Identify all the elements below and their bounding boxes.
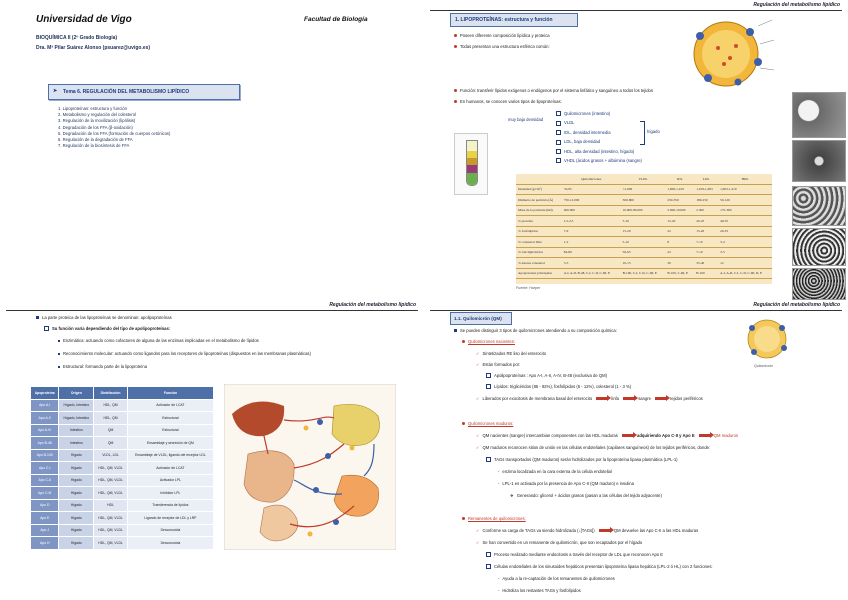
check-icon: ✓ [476,362,480,367]
table-cell: 35-40 [694,258,718,269]
table-cell: Ensamblaje y secreción de QM [127,437,213,450]
section-title: 1.1. Quilomicrón (QM) [454,315,502,321]
table-cell: Hígado [59,537,94,550]
list-item: 7. Regulación de la biosíntesis de FFA [58,143,130,149]
table-row [516,205,772,216]
checkbox-icon [486,564,491,569]
arrow-icon [596,397,608,400]
remnant-item-uptake: - Ayuda a la re-captación de los remanentes de quilomicrones [498,576,615,581]
dash-icon: - [498,576,500,581]
remnant-item-hepatic-lipase: Células endoteliales de los sinusoides hepáticos presentan lipoproteína lipasa hepática (LPL-2 ó HL) con 2 funciones: [486,564,713,569]
table-cell: 1,063-1,210 [718,184,772,195]
bullet-types: En humanos, se conocen varios tipos de lipoproteínas: [454,99,562,104]
table-cell: Estructural [127,412,213,425]
table-cell: Apo B-100 [31,449,59,462]
table-cell: Apo J [31,524,59,537]
dash-icon: - [498,481,500,486]
checkbox-icon [486,373,491,378]
table-row [516,258,772,269]
table-cell: 7-10 [694,237,718,248]
lipoprotein-type-list [556,111,642,163]
checkbox-icon [486,384,491,389]
table-cell: HDL, QM, VLDL [94,512,128,525]
table-cell: 300-800 [621,195,666,206]
table-row [516,216,772,227]
table-cell: Apo C-III [31,487,59,500]
list-item: 1. Lipoproteínas: estructura y función [58,106,127,111]
table-cell: HDL, QM [94,399,128,412]
table-cell: Masa de la partícula (kD) [516,205,562,216]
list-item: IDL, densidad intermedia [556,130,642,135]
chylomicron-label: Quilomicrón [754,364,774,368]
university-title: Universidad de Vigo [36,14,132,25]
micrograph-hdl [792,268,846,300]
section-title: 1. LIPOPROTEÍNAS: estructura y función [455,17,553,23]
check-icon: ✓ [476,351,480,356]
table-cell: Apoproteínas principales [516,268,562,279]
checkbox-icon [486,457,491,462]
arrow-icon [655,397,667,400]
table-row [31,399,214,412]
table-cell: Ligando de receptor de LDL y LRP [127,512,213,525]
remnant-item-hydrolysis: ✓ Conforme va carga de TAGs va siendo hidrolizada (↓[TAGs]) QM devuelve las Apo C-II a las HDL maduras [476,528,699,533]
slide-title [0,0,424,300]
dash-icon: - [498,469,500,474]
arrow-icon [699,434,711,437]
nascent-item-synthesis: ✓ Sintetizados RE liso del enterocito [476,351,547,356]
list-item: 6. Regulación de la degradación de FFA [58,137,133,143]
table-cell: 20-35 [718,226,772,237]
table-cell: 50-65 [621,247,666,258]
table-cell: 8 [665,237,694,248]
table-cell: 250-350 [665,195,694,206]
list-item: 5. Degradación de los FFA (formación de cuerpos cetónicos) [58,130,171,136]
table-cell: <0,95 [562,184,621,195]
list-item: VLDL [556,120,642,125]
table-cell: 10.000-80.000 [621,205,666,216]
micrograph-chylomicron [792,92,846,138]
remnant-item-converted: ✓ Se han convertido en un remanente de quilomicrón, que son recaptados por el hígado [476,540,643,545]
chylomicron-figure [734,314,800,364]
table-row [31,537,214,550]
table-cell: HDL, QM, VLDL [94,487,128,500]
table-cell: 7-9 [562,226,621,237]
table-cell: Hígado [59,462,94,475]
table-header-row: Quilomicrones VLDL IDL LDL HDL [516,174,772,184]
table-row [516,226,772,237]
micrograph-vldl [792,140,846,182]
table-row [516,195,772,206]
table-cell: 2.300 [694,205,718,216]
table-cell: Activador de LCAT [127,462,213,475]
mature-item-enzyme-location: - enzima localizada en la cara externa de la célula endotelial [498,469,612,474]
topic-arrow-icon: ➤ [53,88,58,94]
mature-item-products: ❖ Generando: glicerol + ácidos grasos (pasan a las células del tejido adyacente) [510,493,662,498]
table-cell: Activador LPL [127,474,213,487]
table-cell: Intestino [59,424,94,437]
table-cell: Transferencia de lípidos [127,499,213,512]
micrograph-idl [792,186,846,226]
header-divider [6,310,418,311]
table-row [516,184,772,195]
table-cell: Apo E [31,512,59,525]
mature-title: Quilomicrones maduros: [462,421,513,426]
nascent-sub-lipids: Lípidos: triglicéridos (85 - 92%), fosfolípidos (6 - 12%), colesterol (1 - 3 %) [486,384,631,389]
table-row [31,512,214,525]
micrograph-ldl [792,228,846,266]
table-cell: Hígado [59,487,94,500]
header-divider [430,10,842,11]
list-item: Quilomicrones (intestino) [556,111,642,116]
table-cell: 1,5-2,5 [562,216,621,227]
table-cell: Intestino [59,437,94,450]
slide-header: Regulación del metabolismo lipídico [753,302,840,308]
table-cell: 15-20 [694,226,718,237]
lipoprotein-transport-diagram [224,384,396,550]
bullet-icon [454,100,457,103]
arrow-icon [599,529,611,532]
table-row [31,424,214,437]
table-cell: 1,006-1,019 [665,184,694,195]
table-cell: 50-120 [718,195,772,206]
list-item: 4. Degradación de los FFA (β-oxidación) [58,124,133,130]
table-cell: Apo H [31,537,59,550]
bullet-composition: Poseen diferente composición lipídica y proteica [454,33,550,38]
topic-title-box [48,84,240,100]
table-cell: Estructural [127,424,213,437]
slide-chylomicron [424,300,848,600]
section-title-box [450,312,512,325]
nascent-item-formed: ✓ Están formados por: [476,362,521,367]
bullet-icon [454,45,457,48]
checkbox-icon [556,140,561,145]
table-cell: 400.000 [562,205,621,216]
table-cell: % colesterol libre [516,237,562,248]
table-row [516,237,772,248]
checkbox-icon [556,121,561,126]
table-row [31,412,214,425]
bullet-structure: Todas presentan una estructura esférica común: [454,44,550,49]
diamond-icon: ❖ [510,493,514,498]
table-row [31,437,214,450]
bullet-icon [462,422,465,425]
remnant-item-endocytosis: Proceso realizado mediante endocitosis a través del receptor de LDL que reconocen Apo E [486,552,663,557]
table-cell: B-100, C-III, E [665,268,694,279]
table-cell: QM [94,424,128,437]
table-cell: 180-250 [694,195,718,206]
bullet-icon [58,340,60,342]
lipoprotein-illustration [678,14,788,90]
table-cell: HDL, QM, VLDL [94,474,128,487]
check-icon: ✓ [476,540,480,545]
table-cell: Hígado, Intestino [59,412,94,425]
bullet-icon [462,340,465,343]
table-cell: 84-89 [562,247,621,258]
mature-item-tags: TAGs transportados (QM maduros) serán hidrolizados por la lipoproteína lipasa plasmática (LPL-1) [486,457,678,462]
table-row [31,474,214,487]
check-icon: ✓ [476,396,480,401]
table-cell: Apo A-IV [31,424,59,437]
bullet-icon [462,517,465,520]
table-cell: Ensamblaje de VLDL; ligando del receptor LDL [127,449,213,462]
author-name: Dra. Mª Pilar Suárez Alonso (psuarez@uvigo.es) [36,45,151,51]
table-cell: 12 [718,258,772,269]
checkbox-icon [556,130,561,135]
table-cell: % ésteres colesterol [516,258,562,269]
apoprotein-table [30,386,214,550]
table-row [516,268,772,279]
mature-item-recognition: ✓ QM maduros reconocen sitios de unión en las células endoteliales (capilares sanguíneos) de los tejidos periféricos, donde: [476,445,711,450]
checkbox-icon [556,149,561,154]
table-row [516,247,772,258]
bullet-icon [36,316,39,319]
sub-item-enzymatic: Enzimática: actuando como cofactores de alguna de las enzimas implicadas en el metabolismo de lípidos [58,338,259,343]
bullet-icon [58,353,60,355]
slide-header: Regulación del metabolismo lipídico [753,2,840,8]
table-cell: B-100 [694,268,718,279]
table-cell: Apo A-I [31,399,59,412]
table-cell: HDL, QM, VLDL [94,462,128,475]
bullet-icon [454,89,457,92]
table-cell: QM [94,437,128,450]
table-cell: Apo A-II [31,412,59,425]
topic-list [58,106,170,149]
table-cell: Apo C-II [31,474,59,487]
table-row [31,462,214,475]
checkbox-icon [556,111,561,116]
header-divider [430,310,842,311]
table-cell: 10-15 [621,258,666,269]
table-cell: Hígado, Intestino [59,399,94,412]
remnant-item-hydrolyze: - Hidroliza los restantes TAGs y fosfolípidos [498,588,581,593]
lipoprotein-table [516,174,772,284]
table-cell: 5-10 [621,216,666,227]
table-cell: % proteína [516,216,562,227]
bullet-icon [454,329,457,332]
liver-bracket [640,121,645,145]
table-cell: % triacilglicéridos [516,247,562,258]
table-cell: Apo C-I [31,462,59,475]
table-row [31,449,214,462]
bullet-icon [58,366,60,368]
checkbox-icon [486,552,491,557]
list-item: HDL, alta densidad (intestino, hígado) [556,149,642,154]
section-title-box [450,13,578,27]
table-cell: Apo D [31,499,59,512]
slide-apolipoproteins [0,300,424,600]
dash-icon: - [498,588,500,593]
table-cell: 3-5 [562,258,621,269]
table-cell: 22 [665,247,694,258]
nascent-sub-apolipoproteins: Apolipoproteínas : Apo A-I, A-II, A-IV, B-48 (exclusiva de QM) [486,373,607,378]
table-header-row: Apoproteína Origen Distribución Función [31,387,214,400]
table-cell: Hígado [59,499,94,512]
table-cell: Desconocida [127,537,213,550]
table-cell: 22 [665,226,694,237]
table-cell: <1,006 [621,184,666,195]
mature-item-activation: - LPL-1 es activada por la presencia de Apo C-II (QM maduro) e insulina [498,481,634,486]
table-cell: 3-5 [718,247,772,258]
table-cell: 175-360 [718,205,772,216]
table-cell: 7-10 [694,247,718,258]
remnant-title: Remanentes de quilomicrones: [462,516,526,521]
table-cell: Apo B-48 [31,437,59,450]
check-icon: ✓ [476,433,480,438]
table-cell: Densidad (g/cm³) [516,184,562,195]
nascent-title: Quilomicrones nacientes: [462,339,515,344]
slide-header: Regulación del metabolismo lipídico [329,302,416,308]
list-item: 3. Regulación de la movilización (lipólisis) [58,118,136,124]
bullet-function: Su función varía dependiendo del tipo de apolipoproteínas: [44,326,170,331]
table-cell: 1-2 [562,237,621,248]
table-cell: Activador de LCAT [127,399,213,412]
list-item: VHDL (ácidos grasos + albúmina (sangre) [556,158,642,163]
faculty-title: Facultad de Biología [304,16,368,23]
arrow-icon [623,397,635,400]
table-cell: Hígado [59,474,94,487]
centrifuge-tube-figure [454,133,488,195]
checkbox-icon [44,326,49,331]
course-name: BIOQUÍMICA II (2º Grado Biología) [36,35,118,41]
bullet-icon [454,34,457,37]
density-label: muy baja densidad [508,117,544,122]
table-cell: 20-25 [694,216,718,227]
table-cell: HDL [94,499,128,512]
table-row [31,524,214,537]
table-cell: HDL, QM, VLDL [94,524,128,537]
table-cell: 30 [665,258,694,269]
table-cell: 3-4 [718,237,772,248]
table-cell: A-I, A-II, B-48, C-I, C-II, C-III, E [562,268,621,279]
slide-lipoproteins [424,0,848,300]
check-icon: ✓ [476,528,480,533]
liver-label: hígado [647,129,660,134]
table-cell: % fosfolípidos [516,226,562,237]
table-cell: Inhibidor LPL [127,487,213,500]
table-cell: HDL, QM [94,412,128,425]
table-row [31,499,214,512]
mature-item-exchange: ✓ QM nacientes (sangre) intercambian componentes con las HDL maduras adquiriendo Apo C-II y Apo E QM maduros [476,433,738,438]
table-cell: HDL, QM, VLDL [94,537,128,550]
table-cell: Hígado [59,512,94,525]
table-cell: 1,019-1,063 [694,184,718,195]
list-item: 2. Metabolismo y regulación del colesterol [58,112,136,118]
table-cell: 750-12.000 [562,195,621,206]
topic-title: Tema 6. REGULACIÓN DEL METABOLISMO LIPÍDICO [63,88,190,95]
arrow-icon [622,434,634,437]
bullet-function: Función: transferir lípidos exógenos o endógenos por el sistema linfático y sanguíneo a todos los tejidos [454,88,653,93]
check-icon: ✓ [476,445,480,450]
table-row [31,487,214,500]
checkbox-icon [556,158,561,163]
table-cell: Diámetro de partícula (Å) [516,195,562,206]
table-cell: 15-20 [665,216,694,227]
table-cell: 15-20 [621,226,666,237]
sub-item-structural: Estructural: formando parte de la lipoproteína [58,364,147,369]
table-cell: B-100, C-I, C-II, C-III, E [621,268,666,279]
table-cell: Hígado [59,524,94,537]
table-footnote: Fuente: Harper [516,286,541,290]
table-cell: A-I, A-II, C-I, C-II, C-III, D, E [718,268,772,279]
bullet-intro: Se pueden distinguir 3 tipos de quilomicrones atendiendo a su composición química: [454,328,617,333]
nascent-item-released: ✓ Liberados por exocitosis de membrana basal del enterocito linfa sangre tejidos periféricos [476,396,703,401]
table-cell: Hígado [59,449,94,462]
table-cell: VLDL, LDL [94,449,128,462]
sub-item-recognition: Reconocimiento molecular: actuando como ligandos para los receptores de lipoproteínas (dispuestos en las membranas plasmáticas) [58,351,311,356]
table-cell: Desconocida [127,524,213,537]
table-cell: 5.000-10.000 [665,205,694,216]
list-item: LDL, baja densidad [556,139,642,144]
table-cell: 5-10 [621,237,666,248]
table-cell: 40-55 [718,216,772,227]
bullet-apoproteins: La parte proteica de las lipoproteínas se denominan: apolipoproteínas [36,315,172,320]
